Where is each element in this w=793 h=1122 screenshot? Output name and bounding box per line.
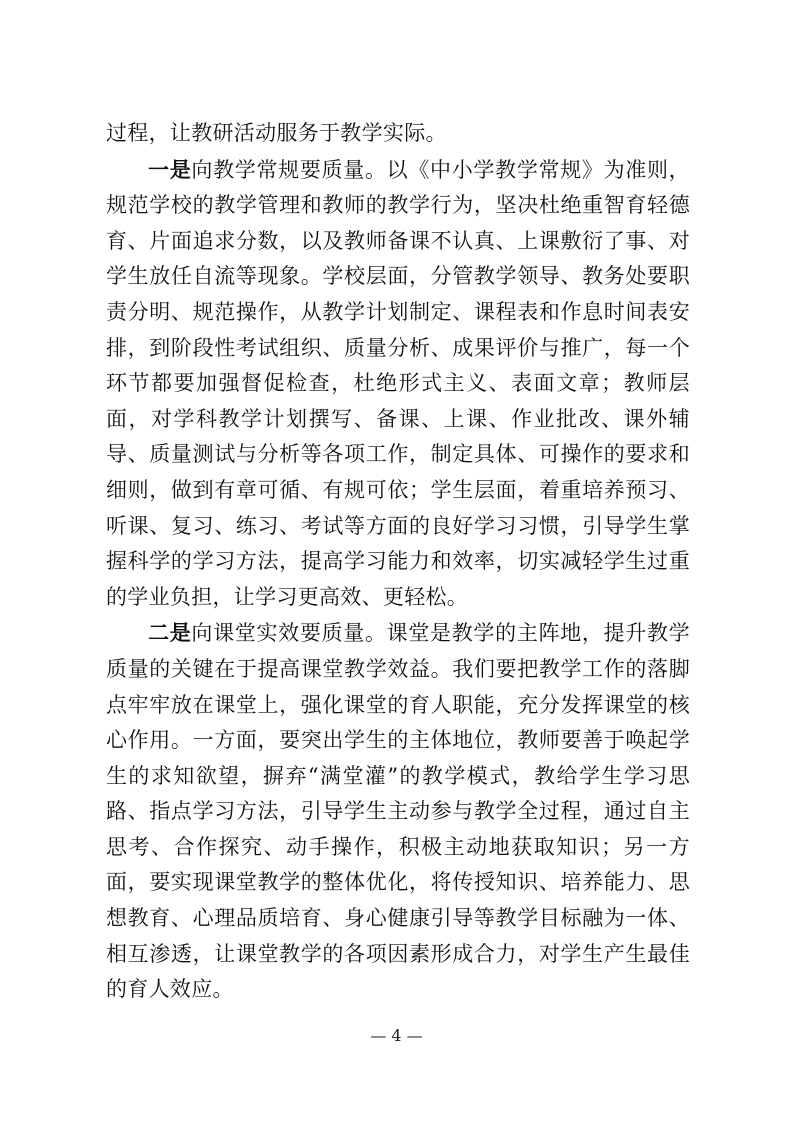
section-text-2: 向课堂实效要质量。课堂是教学的主阵地，提升教学质量的关键在于提高课堂教学效益。我们要把教学工作的落脚点牢牢放在课堂上，强化课堂的育人职能，充分发挥课堂的核心作用。一方面，要突出学生的主体地位，教师要善于唤起学生的求知欲望，摒弃“满堂灌”的教学模式，教给学生学习思路、指点学习方法，引导学生主动参与教学全过程，通过自主思考、合作探究、动手操作，积极主动地获取知识；另一方面，要实现课堂教学的整体优化，将传授知识、培养能力、思想教育、心理品质培育、身心健康引导等教学目标融为一体、相互渗透，让课堂教学的各项因素形成合力，对学生产生最佳的育人效应。 bbox=[106, 621, 690, 1002]
section-paragraph-2 bbox=[106, 615, 690, 1008]
document-body bbox=[106, 116, 690, 1008]
continuation-paragraph: 过程，让教研活动服务于教学实际。 bbox=[106, 121, 447, 145]
section-lead-1: 一是 bbox=[148, 156, 192, 182]
section-text-1: 向教学常规要质量。以《中小学教学常规》为准则，规范学校的教学管理和教师的教学行为，坚决杜绝重智育轻德育、片面追求分数，以及教师备课不认真、上课敷衍了事、对学生放任自流等现象。学校层面，分管教学领导、教务处要职责分明、规范操作，从教学计划制定、课程表和作息时间表安排，到阶段性考试组织、质量分析、成果评价与推广，每一个环节都要加强督促检查，杜绝形式主义、表面文章；教师层面，对学科教学计划撰写、备课、上课、作业批改、课外辅导、质量测试与分析等各项工作，制定具体、可操作的要求和细则，做到有章可循、有规可依；学生层面，着重培养预习、听课、复习、练习、考试等方面的良好学习习惯，引导学生掌握科学的学习方法，提高学习能力和效率，切实减轻学生过重的学业负担，让学习更高效、更轻松。 bbox=[106, 157, 690, 609]
section-lead-2: 二是 bbox=[148, 620, 192, 646]
section-paragraph-1 bbox=[106, 152, 690, 616]
page-number: — 4 — bbox=[370, 1026, 423, 1045]
